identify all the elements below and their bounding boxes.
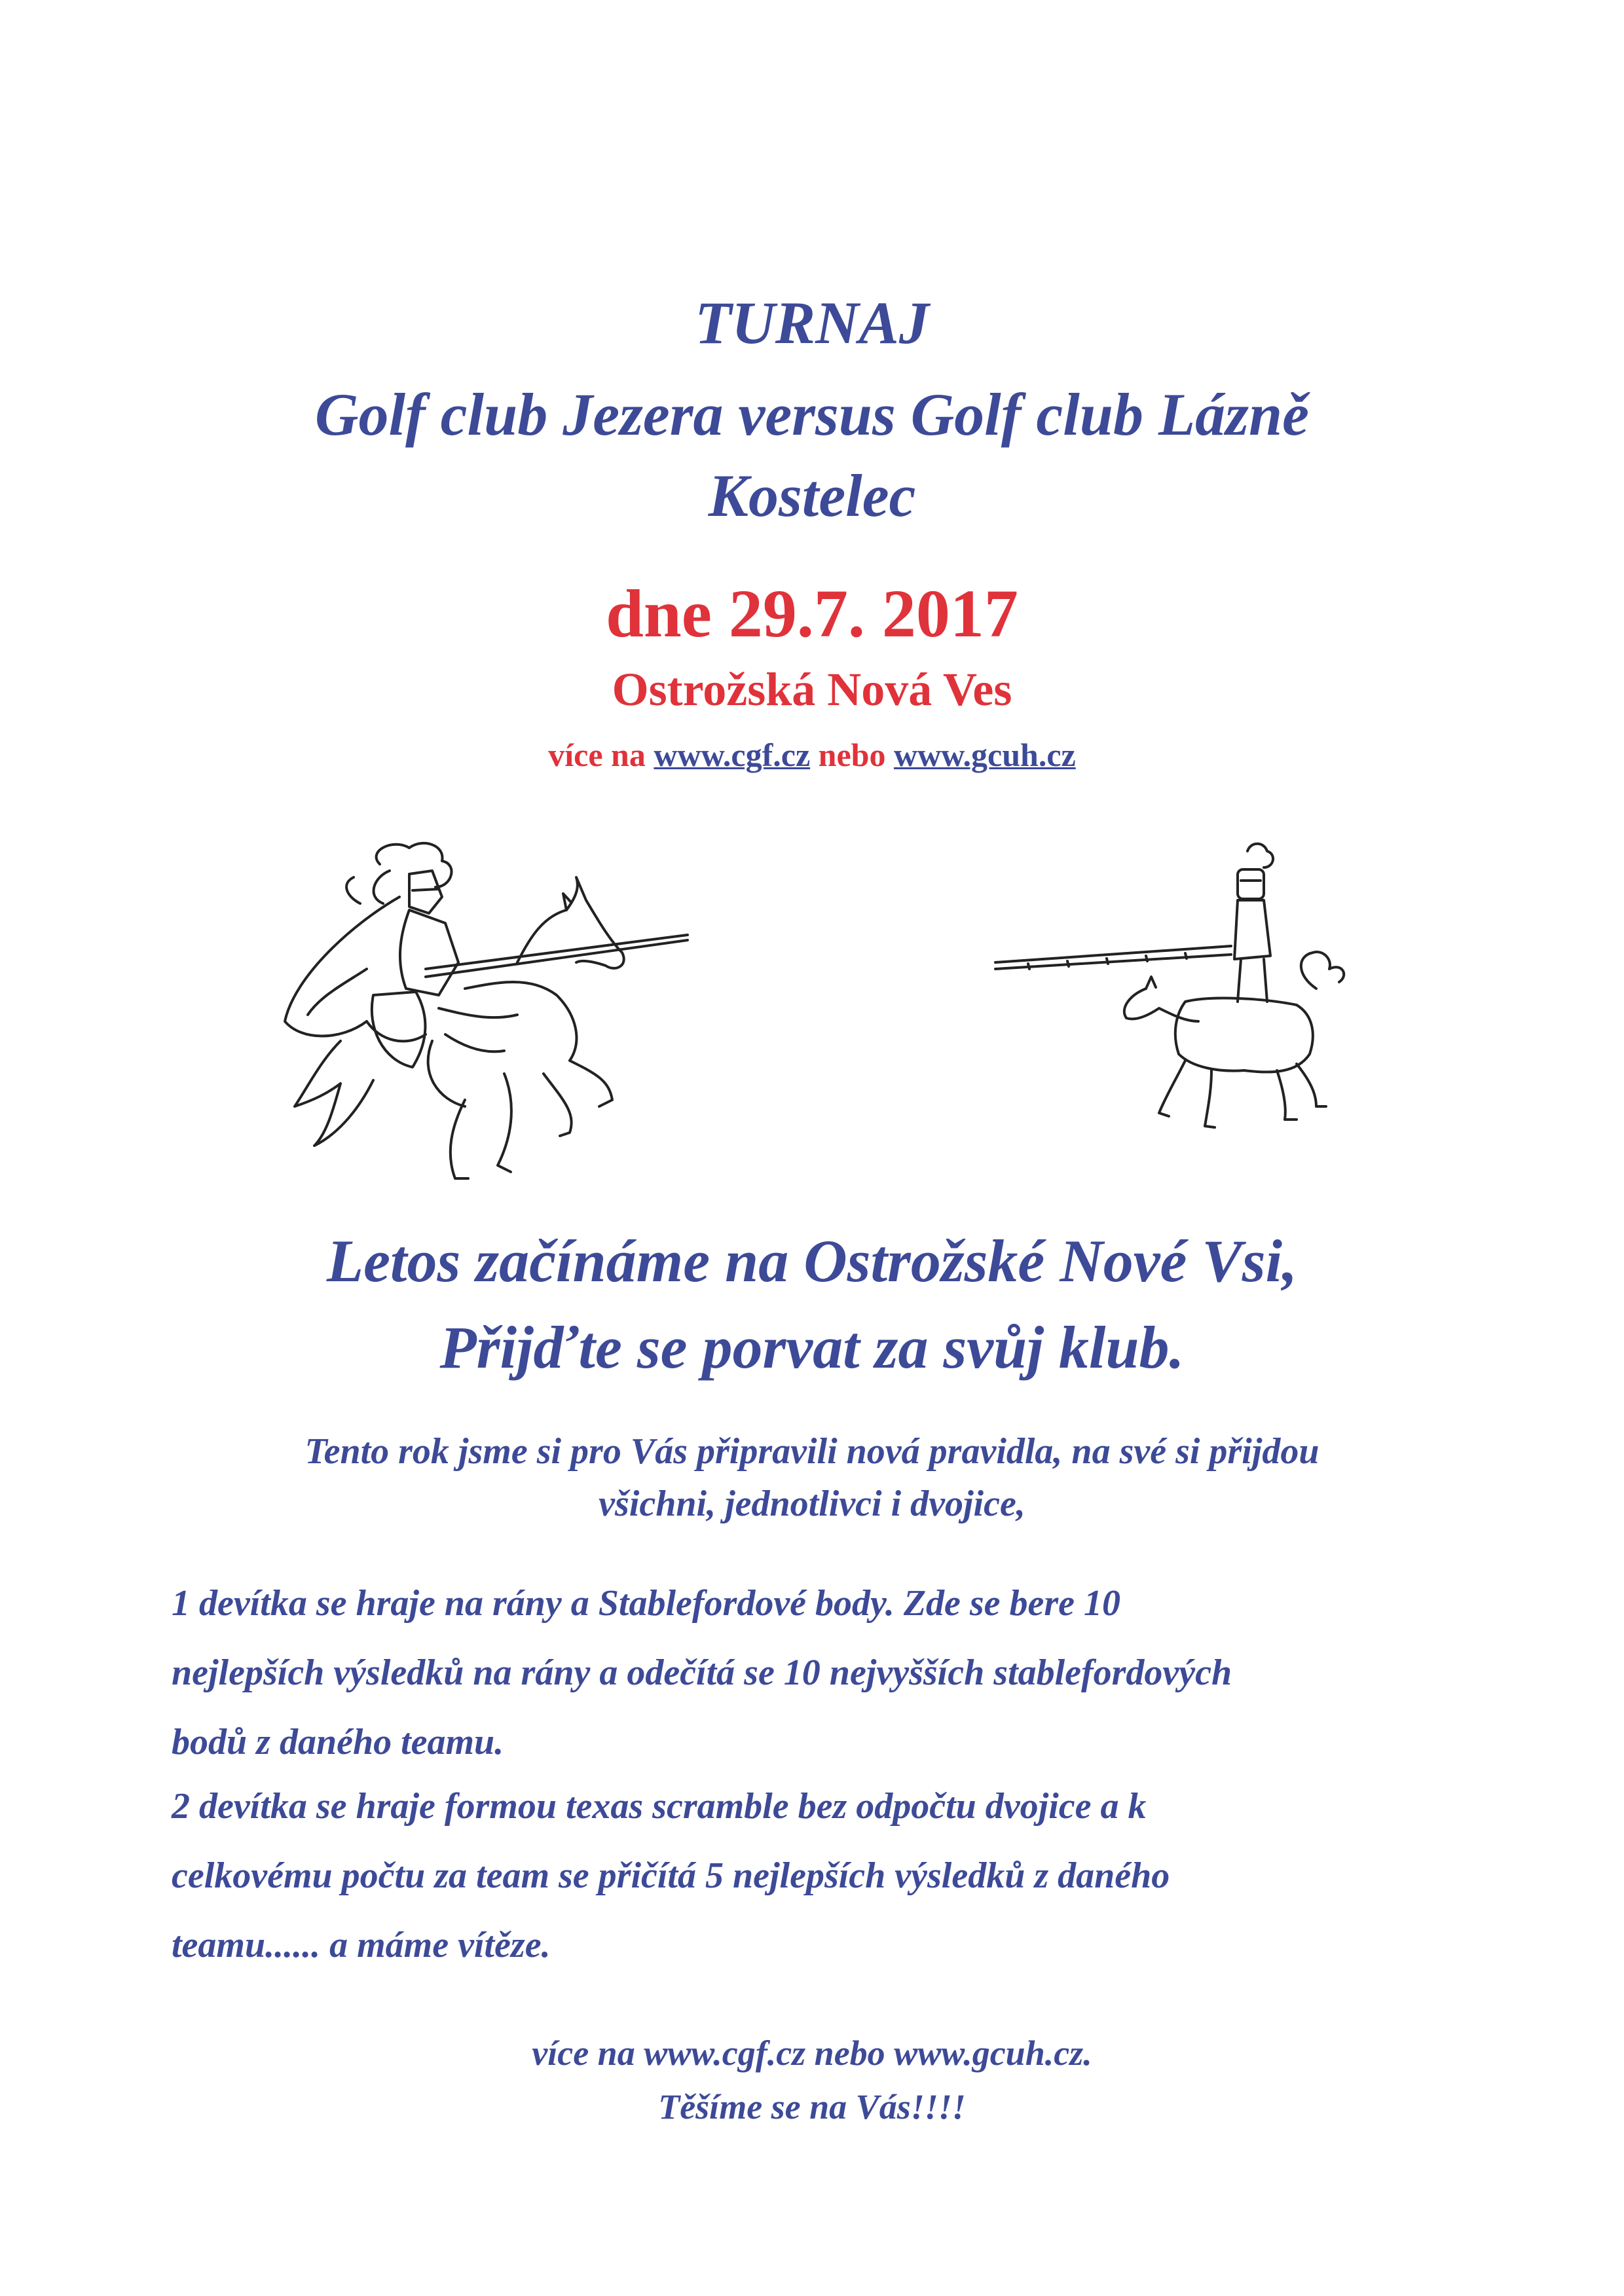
rule-1-line-1: 1 devítka se hraje na rány a Stablefordové body. Zde se bere 10 bbox=[172, 1583, 1121, 1624]
rule-2-line-1: 2 devítka se hraje formou texas scramble bez odpočtu dvojice a k bbox=[172, 1786, 1147, 1827]
footer-greeting: Těšíme se na Vás!!!! bbox=[658, 2087, 966, 2126]
rule-1-line-2: nejlepších výsledků na rány a odečítá se 10 nejvyšších stablefordových bbox=[172, 1652, 1232, 1693]
rule-2 bbox=[172, 1772, 1481, 1980]
event-place: Ostrožská Nová Ves bbox=[612, 663, 1012, 716]
link-gcuh[interactable]: www.gcuh.cz bbox=[893, 737, 1076, 773]
more-prefix: více na bbox=[548, 737, 646, 773]
knight-charging-left-icon bbox=[268, 825, 694, 1192]
rule-2-line-2: celkovému počtu za team se přičítá 5 nejlepších výsledků z daného bbox=[172, 1855, 1170, 1896]
rule-1 bbox=[172, 1569, 1481, 1777]
or-word: nebo bbox=[818, 737, 886, 773]
title-clubs-cont: Kostelec bbox=[708, 462, 916, 529]
intro-line-2: všichni, jednotlivci i dvojice, bbox=[599, 1484, 1025, 1524]
rule-1-line-3: bodů z daného teamu. bbox=[172, 1722, 504, 1762]
title-clubs: Golf club Jezera versus Golf club Lázně bbox=[315, 381, 1309, 448]
link-cgf[interactable]: www.cgf.cz bbox=[654, 737, 811, 773]
intro-line-1: Tento rok jsme si pro Vás připravili nová pravidla, na své si přijdou bbox=[304, 1431, 1320, 1472]
event-links bbox=[0, 732, 1624, 778]
title-turnaj: TURNAJ bbox=[695, 289, 929, 356]
knight-jousting-right-icon bbox=[989, 838, 1356, 1139]
event-date: dne 29.7. 2017 bbox=[606, 576, 1018, 651]
slogan-line-2: Přijďte se porvat za svůj klub. bbox=[439, 1314, 1185, 1381]
slogan-line-1: Letos začínáme na Ostrožské Nové Vsi, bbox=[326, 1228, 1298, 1294]
footer-links: více na www.cgf.cz nebo www.gcuh.cz. bbox=[532, 2033, 1092, 2073]
rule-2-line-3: teamu...... a máme vítěze. bbox=[172, 1925, 551, 1965]
